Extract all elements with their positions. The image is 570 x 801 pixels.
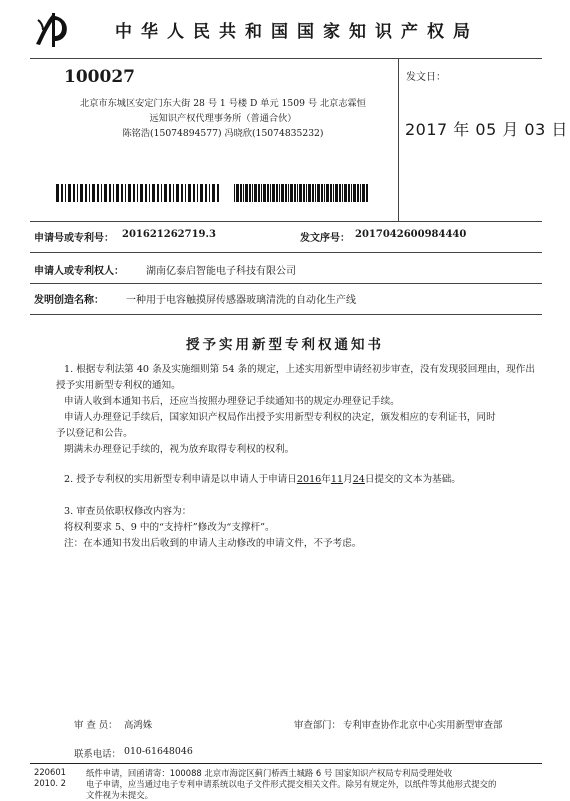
address-line-3: 陈铭浩(15074894577) 冯晓欣(15074835232)	[122, 128, 324, 139]
examiner-label: 审 查 员：	[74, 720, 118, 731]
invention-title-label: 发明创造名称：	[34, 295, 104, 306]
row-divider-3	[30, 314, 542, 315]
department-name: 专利审查协作北京中心实用新型审查部	[343, 720, 503, 731]
send-date-divider	[398, 58, 399, 221]
paragraph-2	[64, 472, 534, 488]
filing-year: 2016	[296, 474, 322, 485]
department-label: 审查部门：	[294, 720, 341, 731]
barcode-right	[234, 184, 369, 202]
filing-year-suffix: 年	[321, 474, 331, 485]
footer-line-3: 文件视为未提交。	[86, 790, 153, 800]
applicant-label: 申请人或专利权人：	[34, 266, 124, 277]
box-bottom-divider	[30, 221, 542, 222]
top-divider	[30, 58, 542, 59]
footer-divider	[30, 763, 542, 764]
paragraph-1-line-5: 予以登记和公告。	[56, 428, 133, 439]
paragraph-1-line-1: 1. 根据专利法第 40 条及实施细则第 54 条的规定，上述实用新型申请经初步审查，没有发现驳回理由，现作出	[64, 364, 535, 375]
address-line-2: 远知识产权代理事务所（普通合伙）	[149, 113, 297, 124]
paragraph-1-line-6: 期满未办理登记手续的，视为放弃取得专利权的权利。	[64, 444, 295, 455]
paragraph-3-line-2: 将权利要求 5、9 中的“支持杆”修改为“支撑杆”。	[64, 522, 275, 533]
filing-month: 11	[330, 474, 344, 485]
footer-line-2: 电子申请，应当通过电子专利申请系统以电子文件形式提交相关文件。除另有规定外，以纸件等其他形式提交的	[86, 779, 497, 789]
office-name: 中华人民共和国国家知识产权局	[115, 22, 479, 42]
row-divider-2	[30, 283, 542, 284]
examiner-name: 高鸿姝	[124, 720, 153, 731]
paragraph-1-line-3: 申请人收到本通知书后，还应当按照办理登记手续通知书的规定办理登记手续。	[64, 396, 400, 407]
postcode: 100027	[64, 67, 135, 87]
send-date: 2017 年 05 月 03 日	[405, 120, 568, 139]
applicant: 湖南亿泰启智能电子科技有限公司	[146, 266, 296, 277]
footer-line-1: 纸件申请，回函请寄：100088 北京市海淀区蓟门桥西土城路 6 号 国家知识产权局专利局受理处收	[86, 768, 453, 778]
footer-code-2: 2010. 2	[34, 778, 66, 788]
address-line-1: 北京市东城区安定门东大街 28 号 1 号楼 D 单元 1509 号 北京志霖恒	[80, 98, 366, 109]
notice-body	[56, 362, 535, 562]
filing-day: 24	[352, 474, 365, 485]
filing-month-suffix: 月	[343, 474, 353, 485]
document-number: 2017042600984440	[355, 229, 467, 240]
phone-number: 010-61648046	[124, 746, 193, 757]
footer-code-1: 220601	[34, 767, 66, 777]
paragraph-2-suffix: 日提交的文本为基础。	[364, 474, 461, 485]
invention-title: 一种用于电容触摸屏传感器玻璃清洗的自动化生产线	[126, 295, 356, 306]
application-number: 201621262719.3	[122, 229, 216, 240]
paragraph-1-line-4: 申请人办理登记手续后，国家知识产权局作出授予实用新型专利权的决定，颁发相应的专利证书，同时	[64, 412, 496, 423]
paragraph-3-line-3: 注：在本通知书发出后收到的申请人主动修改的申请文件，不予考虑。	[64, 538, 362, 549]
cnipa-logo-icon	[32, 10, 72, 50]
paragraph-2-prefix: 2. 授予专利权的实用新型专利申请是以申请人于申请日	[64, 474, 297, 485]
application-number-label: 申请号或专利号：	[34, 233, 114, 244]
barcode-left	[56, 184, 221, 202]
notice-title: 授予实用新型专利权通知书	[186, 337, 384, 353]
phone-label: 联系电话：	[74, 749, 121, 760]
send-date-label: 发文日：	[406, 72, 446, 83]
paragraph-3-line-1: 3. 审查员依职权修改内容为：	[64, 506, 192, 517]
row-divider-1	[30, 252, 542, 253]
document-number-label: 发文序号：	[300, 233, 350, 244]
paragraph-1-line-2: 授予实用新型专利权的通知。	[56, 380, 181, 391]
